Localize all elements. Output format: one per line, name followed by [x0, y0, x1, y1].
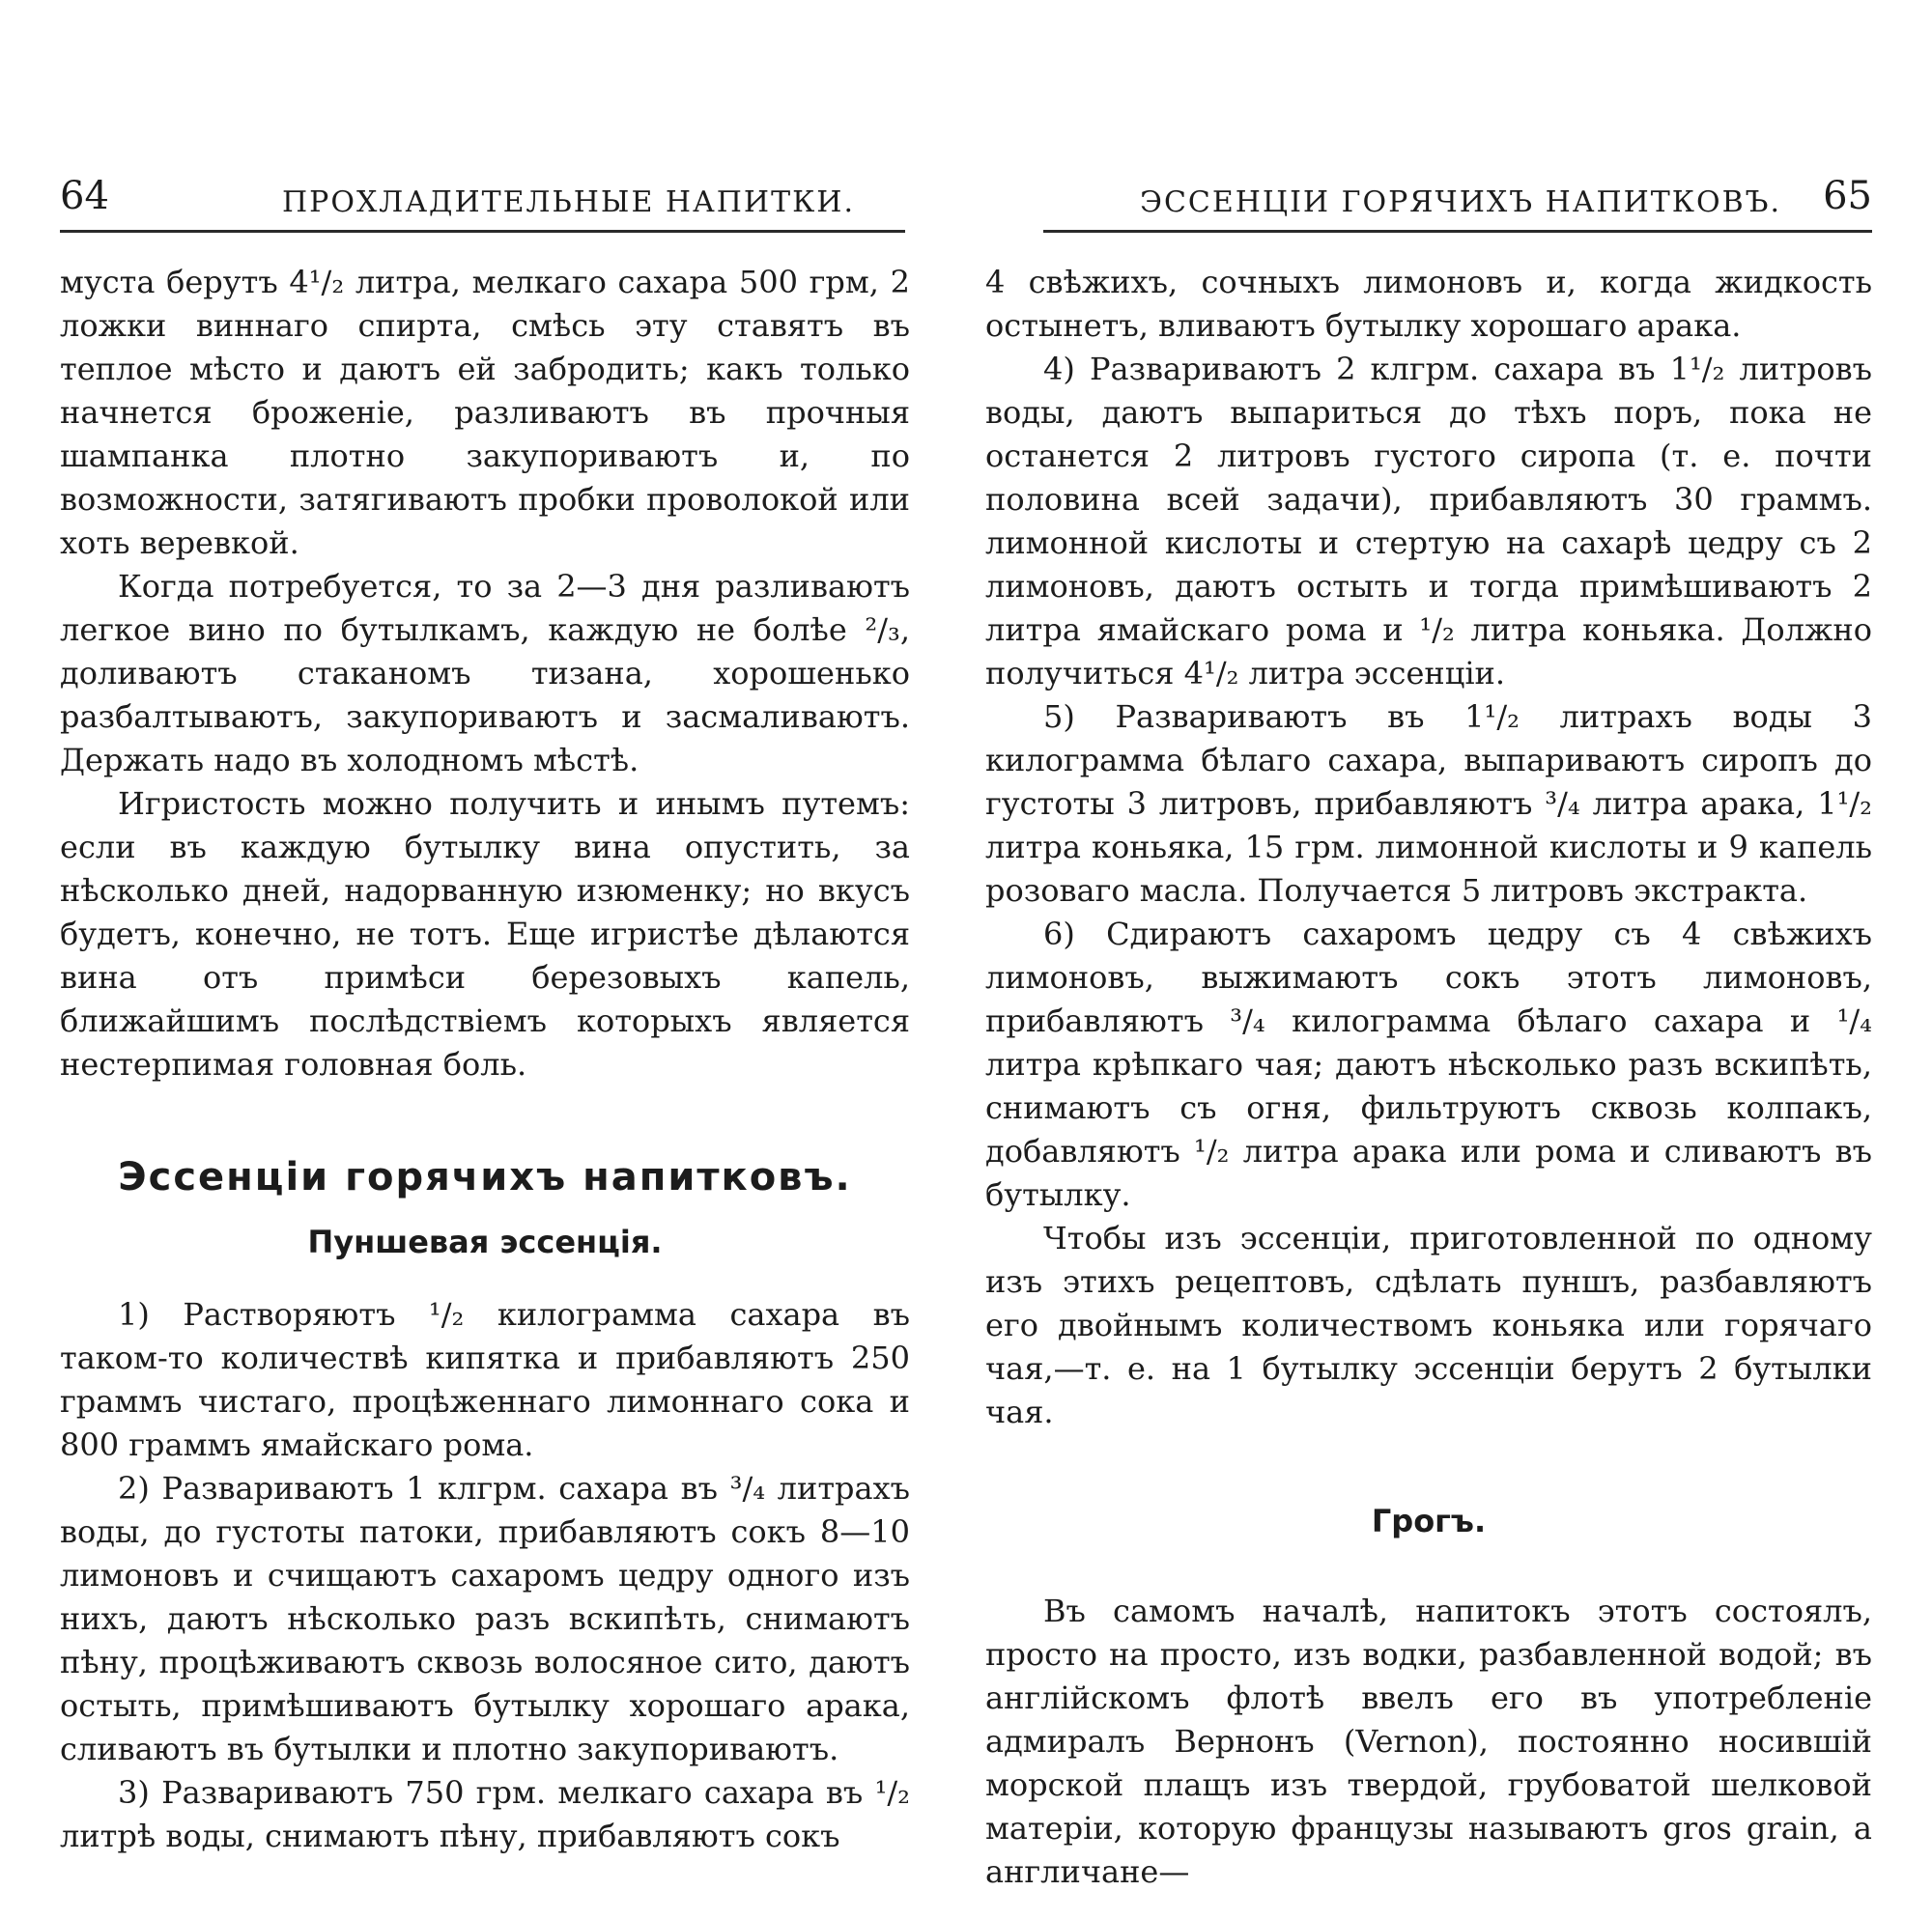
grog-paragraph: Въ самомъ началѣ, напитокъ этотъ состоялъ, просто на просто, изъ водки, разбавленной водой; въ англійскомъ флотѣ ввелъ его въ употребленіе адмиралъ Вернонъ (Vernon), постоянно носившій морской плащъ изъ твердой, грубоватой шелковой матеріи, которую французы называютъ gros grain, а англичане—	[985, 1593, 1872, 1890]
punch-instructions: Чтобы изъ эссенціи, приготовленной по одному изъ этихъ рецептовъ, сдѣлать пуншъ, разбавляютъ его двойнымъ количествомъ коньяка или горячаго чая,—т. е. на 1 бутылку эссенціи берутъ 2 бутылки чая.	[985, 1220, 1872, 1430]
right-recipes	[985, 348, 1872, 1434]
left-running-title: ПРОХЛАДИТЕЛЬНЫЕ НАПИТКИ.	[282, 185, 856, 219]
recipe-3: 3) Развариваютъ 750 грм. мелкаго сахара въ ¹/₂ литрѣ воды, снимаютъ пѣну, прибавляютъ сокъ	[60, 1774, 910, 1854]
left-page	[60, 174, 910, 1854]
recipe-4: 4) Развариваютъ 2 клгрм. сахара въ 1¹/₂ литровъ воды, даютъ выпариться до тѣхъ поръ, пока не останется 2 литровъ густого сиропа (т. е. почти половина всей задачи), прибавляютъ 30 граммъ. лимонной кислоты и стертую на сахарѣ цедру съ 2 лимоновъ, даютъ остыть и тогда примѣшиваютъ 2 литра ямайскаго рома и ¹/₂ литра коньяка. Должно получиться 4¹/₂ литра эссенціи.	[985, 351, 1872, 691]
right-text-block	[985, 261, 1872, 1894]
left-recipes	[60, 1293, 910, 1858]
right-running-head	[985, 174, 1872, 226]
punch-essence-title: Пуншевая эссенція.	[307, 1224, 663, 1260]
left-paragraph-1: муста берутъ 4¹/₂ литра, мелкаго сахара 500 грм, 2 ложки виннаго спирта, смѣсь эту ставятъ въ теплое мѣсто и даютъ ей забродить; какъ только начнется броженіе, разливаютъ въ прочныя шампанка плотно закупориваютъ и, по возможности, затягиваютъ пробки проволокой или хоть веревкой.	[60, 264, 910, 561]
grog-title: Грогъ.	[1371, 1503, 1487, 1539]
right-page	[985, 174, 1872, 1890]
recipe-5: 5) Развариваютъ въ 1¹/₂ литрахъ воды 3 килограмма бѣлаго сахара, выпариваютъ сиропъ до густоты 3 литровъ, прибавляютъ ³/₄ литра арака, 1¹/₂ литра коньяка, 15 грм. лимонной кислоты и 9 капель розоваго масла. Получается 5 литровъ экстракта.	[985, 698, 1872, 909]
right-running-title: ЭССЕНЦІИ ГОРЯЧИХЪ НАПИТКОВЪ.	[1140, 185, 1782, 219]
left-head-rule	[60, 230, 905, 233]
left-running-head	[60, 174, 910, 226]
left-text-block	[60, 261, 910, 1858]
left-page-number: 64	[60, 174, 109, 218]
left-paragraph-2: Когда потребуется, то за 2—3 дня разливаютъ легкое вино по бутылкамъ, каждую не болѣе ²/₃, доливаютъ стаканомъ тизана, хорошенько разбалтываютъ, закупориваютъ и засмаливаютъ. Держать надо въ холодномъ мѣстѣ.	[60, 568, 910, 778]
section-title: Эссенціи горячихъ напитковъ.	[118, 1155, 852, 1199]
right-head-rule	[1043, 230, 1872, 233]
recipe-2: 2) Развариваютъ 1 клгрм. сахара въ ³/₄ литрахъ воды, до густоты патоки, прибавляютъ сокъ 8—10 лимоновъ и счищаютъ сахаромъ цедру одного изъ нихъ, даютъ нѣсколько разъ вскипѣть, снимаютъ пѣну, процѣживаютъ сквозь волосяное сито, даютъ остыть, примѣшиваютъ бутылку хорошаго арака, сливаютъ въ бутылки и плотно закупориваютъ.	[60, 1470, 910, 1767]
right-continuation: 4 свѣжихъ, сочныхъ лимоновъ и, когда жидкость остынетъ, вливаютъ бутылку хорошаго арака.	[985, 264, 1872, 344]
recipe-1: 1) Растворяютъ ¹/₂ килограмма сахара въ таком-то количествѣ кипятка и прибавляютъ 250 граммъ чистаго, процѣженнаго лимоннаго сока и 800 граммъ ямайскаго рома.	[60, 1296, 910, 1463]
recipe-6: 6) Сдираютъ сахаромъ цедру съ 4 свѣжихъ лимоновъ, выжимаютъ сокъ этотъ лимоновъ, прибавляютъ ³/₄ килограмма бѣлаго сахара и ¹/₄ литра крѣпкаго чая; даютъ нѣсколько разъ вскипѣть, снимаютъ съ огня, фильтруютъ сквозь колпакъ, добавляютъ ¹/₂ литра арака или рома и сливаютъ въ бутылку.	[985, 916, 1872, 1213]
right-page-number: 65	[1823, 174, 1872, 218]
left-paragraph-3: Игристость можно получить и инымъ путемъ: если въ каждую бутылку вина опустить, за нѣсколько дней, надорванную изюменку; но вкусъ будетъ, конечно, не тотъ. Еще игристѣе дѣлаются вина отъ примѣси березовыхъ капель, ближайшимъ послѣдствіемъ которыхъ является нестерпимая головная боль.	[60, 785, 910, 1083]
